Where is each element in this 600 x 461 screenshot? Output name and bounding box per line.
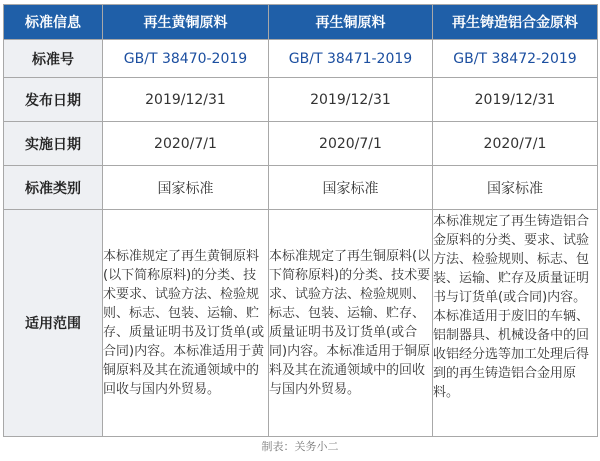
standard-category-aluminum: 国家标准 [433,166,598,210]
header-cell-standard-info: 标准信息 [4,5,103,40]
standard-number-aluminum: GB/T 38472-2019 [433,40,598,78]
row-label-standard-number: 标准号 [4,40,103,78]
table-row [4,210,598,437]
standard-category-brass: 国家标准 [103,166,269,210]
effective-date-brass: 2020/7/1 [103,122,269,166]
header-cell-recycled-brass: 再生黄铜原料 [103,5,269,40]
row-label-release-date: 发布日期 [4,78,103,122]
row-label-effective-date: 实施日期 [4,122,103,166]
row-label-scope: 适用范围 [4,210,103,437]
standard-number-brass: GB/T 38470-2019 [103,40,269,78]
header-cell-recycled-aluminum: 再生铸造铝合金原料 [433,5,598,40]
scope-text-copper: 本标准规定了再生铜原料(以下简称原料)的分类、技术要求、试验方法、检验规则、标志、包装、运输、贮存、质量证明书及订货单(或合同)内容。本标准适用于铜原料及其在流通领域中的回收与国内外贸易。 [269,210,433,437]
header-cell-recycled-copper: 再生铜原料 [269,5,433,40]
header-row [4,5,598,40]
scope-text-aluminum: 本标准规定了再生铸造铝合金原料的分类、要求、试验方法、检验规则、标志、包装、运输、贮存及质量证明书与订货单(或合同)内容。本标准适用于废旧的车辆、铝制器具、机械设备中的回收铝经分选等加工处理后得到的再生铸造铝合金用原料。 [433,210,598,437]
table-row [4,40,598,78]
effective-date-copper: 2020/7/1 [269,122,433,166]
standard-number-copper: GB/T 38471-2019 [269,40,433,78]
table-row [4,166,598,210]
row-label-standard-category: 标准类别 [4,166,103,210]
standard-category-copper: 国家标准 [269,166,433,210]
table-row [4,78,598,122]
standards-table [3,4,598,437]
table-row [4,122,598,166]
table-credit: 制表：关务小二 [261,440,339,453]
scope-text-brass: 本标准规定了再生黄铜原料(以下简称原料)的分类、技术要求、试验方法、检验规则、标志、包装、运输、贮存、质量证明书及订货单(或合同)内容。本标准适用于黄铜原料及其在流通领域中的回收与国内外贸易。 [103,210,269,437]
release-date-brass: 2019/12/31 [103,78,269,122]
effective-date-aluminum: 2020/7/1 [433,122,598,166]
release-date-aluminum: 2019/12/31 [433,78,598,122]
release-date-copper: 2019/12/31 [269,78,433,122]
